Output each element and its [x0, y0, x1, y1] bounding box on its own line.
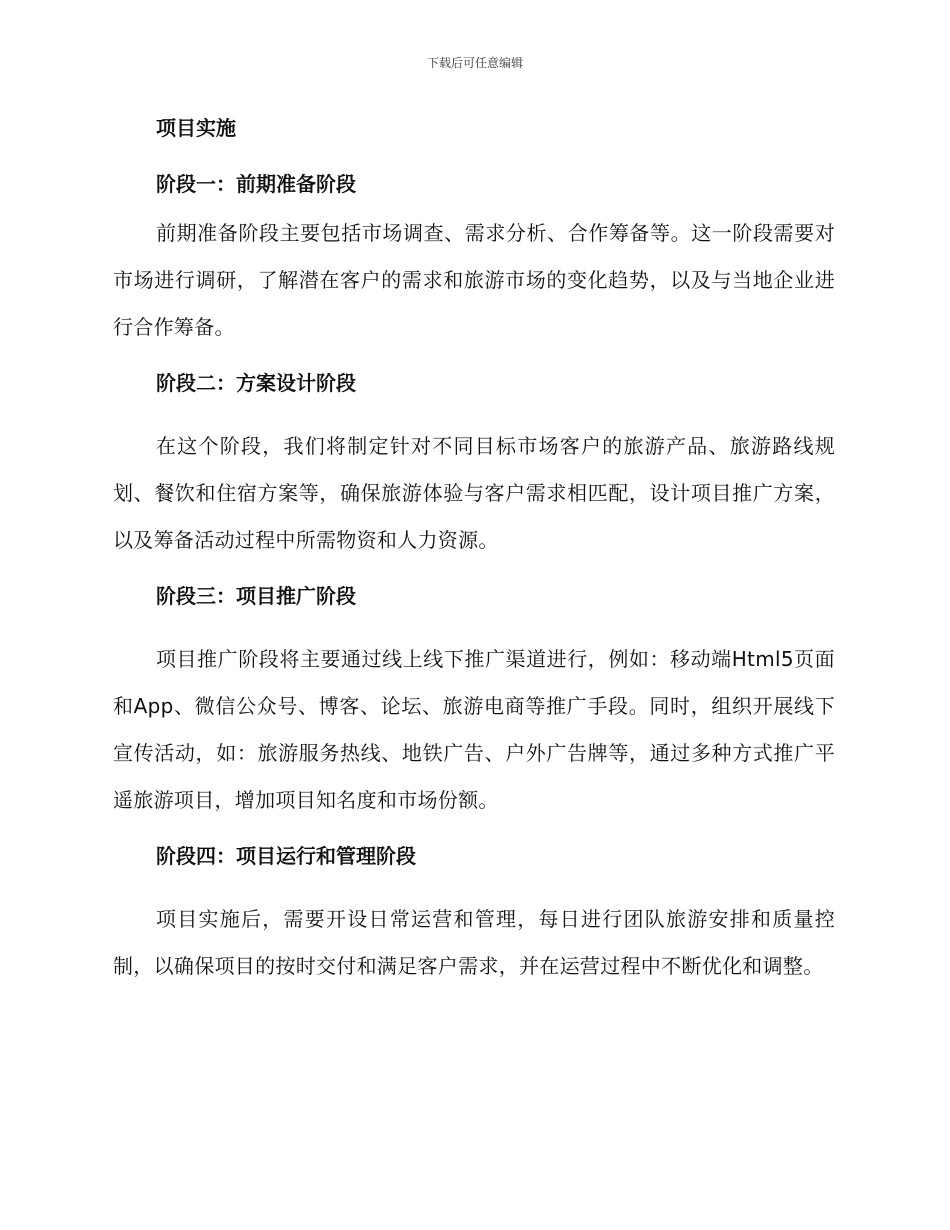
section-paragraph: 前期准备阶段主要包括市场调查、需求分析、合作筹备等。这一阶段需要对市场进行调研，了解潜在客户的需求和旅游市场的变化趋势，以及与当地企业进行合作筹备。: [113, 221, 835, 339]
page-header-note: 下载后可任意编辑: [426, 56, 523, 70]
section-paragraph: 项目推广阶段将主要通过线上线下推广渠道进行，例如：移动端Html5页面和App、微信公众号、博客、论坛、旅游电商等推广手段。同时，组织开展线下宣传活动，如：旅游服务热线、地铁广告、户外广告牌等，通过多种方式推广平遥旅游项目，增加项目知名度和市场份额。: [113, 647, 835, 812]
section-paragraph: 在这个阶段，我们将制定针对不同目标市场客户的旅游产品、旅游路线规划、餐饮和住宿方案等，确保旅游体验与客户需求相匹配，设计项目推广方案，以及筹备活动过程中所需物资和人力资源。: [113, 434, 835, 552]
document-title: 项目实施: [156, 116, 236, 140]
section-heading: 阶段四：项目运行和管理阶段: [156, 844, 416, 868]
section-heading: 阶段三：项目推广阶段: [156, 584, 356, 608]
section-heading: 阶段一：前期准备阶段: [156, 172, 356, 196]
section-heading: 阶段二：方案设计阶段: [156, 371, 356, 395]
document-body: [113, 112, 835, 1006]
section-paragraph: 项目实施后，需要开设日常运营和管理，每日进行团队旅游安排和质量控制，以确保项目的按时交付和满足客户需求，并在运营过程中不断优化和调整。: [113, 907, 835, 978]
